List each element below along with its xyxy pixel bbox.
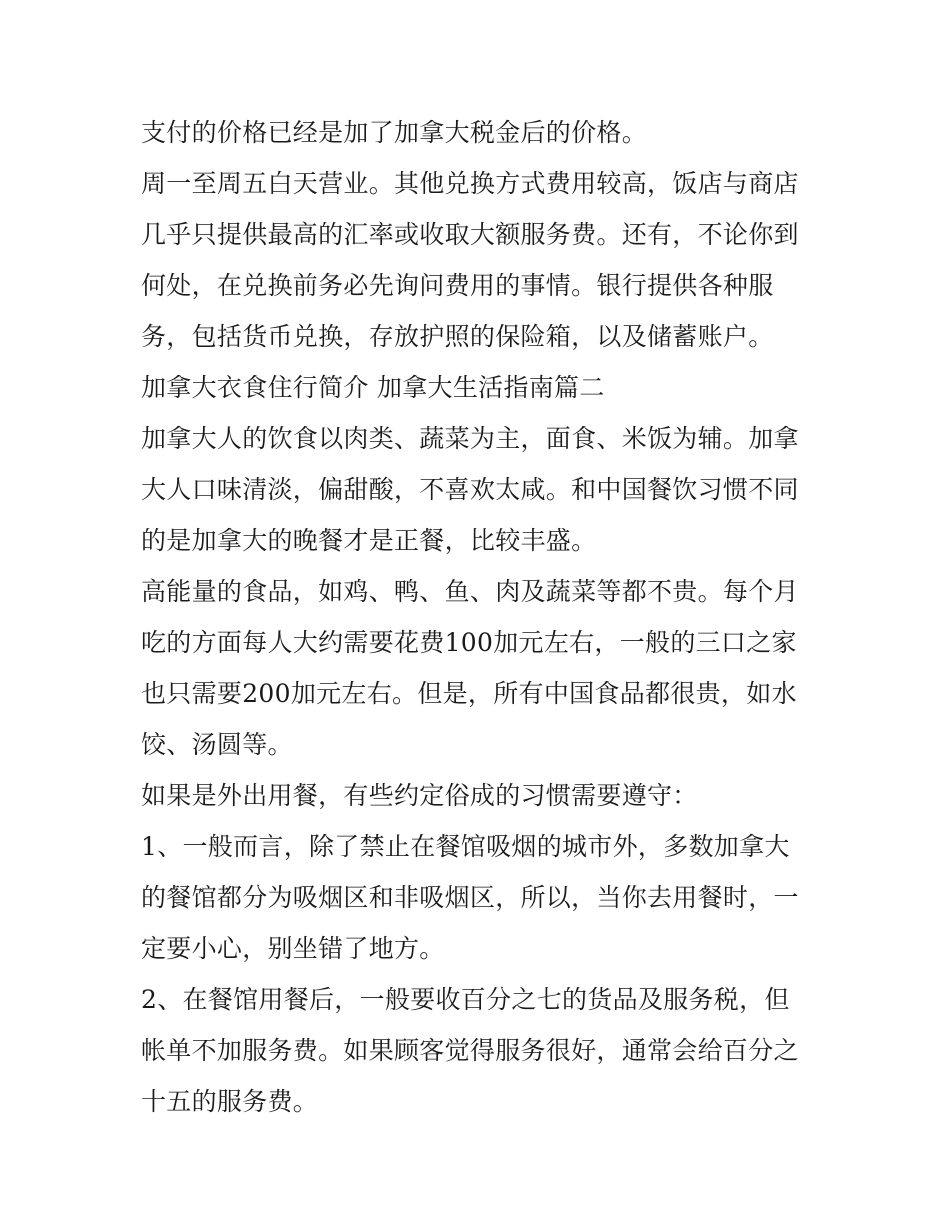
paragraph-food-cost: 高能量的食品，如鸡、鸭、鱼、肉及蔬菜等都不贵。每个月吃的方面每人大约需要花费100加元左右，一般的三口之家也只需要200加元左右。但是，所有中国食品都很贵，如水饺、汤圆等。 <box>141 577 799 759</box>
list-item-service-tax: 2、在餐馆用餐后，一般要收百分之七的货品及服务税，但帐单不加服务费。如果顾客觉得服务很好，通常会给百分之十五的服务费。 <box>141 985 799 1116</box>
paragraph-bank-services: 周一至周五白天营业。其他兑换方式费用较高，饭店与商店几乎只提供最高的汇率或收取大额服务费。还有，不论你到何处，在兑换前务必先询问费用的事情。银行提供各种服务，包括货币兑换，存放护照的保险箱，以及储蓄账户。 <box>141 169 799 351</box>
list-item-smoking-areas: 1、一般而言，除了禁止在餐馆吸烟的城市外，多数加拿大的餐馆都分为吸烟区和非吸烟区，所以，当你去用餐时，一定要小心，别坐错了地方。 <box>141 832 799 963</box>
paragraph-dining-customs-intro: 如果是外出用餐，有些约定俗成的习惯需要遵守： <box>141 781 698 810</box>
section-heading: 加拿大衣食住行简介 加拿大生活指南篇二 <box>141 373 605 402</box>
paragraph-diet: 加拿大人的饮食以肉类、蔬菜为主，面食、米饭为辅。加拿大人口味清淡，偏甜酸，不喜欢太咸。和中国餐饮习惯不同的是加拿大的晚餐才是正餐，比较丰盛。 <box>141 424 799 555</box>
document-body <box>141 107 813 1127</box>
paragraph-price-note: 支付的价格已经是加了加拿大税金后的价格。 <box>141 118 648 147</box>
